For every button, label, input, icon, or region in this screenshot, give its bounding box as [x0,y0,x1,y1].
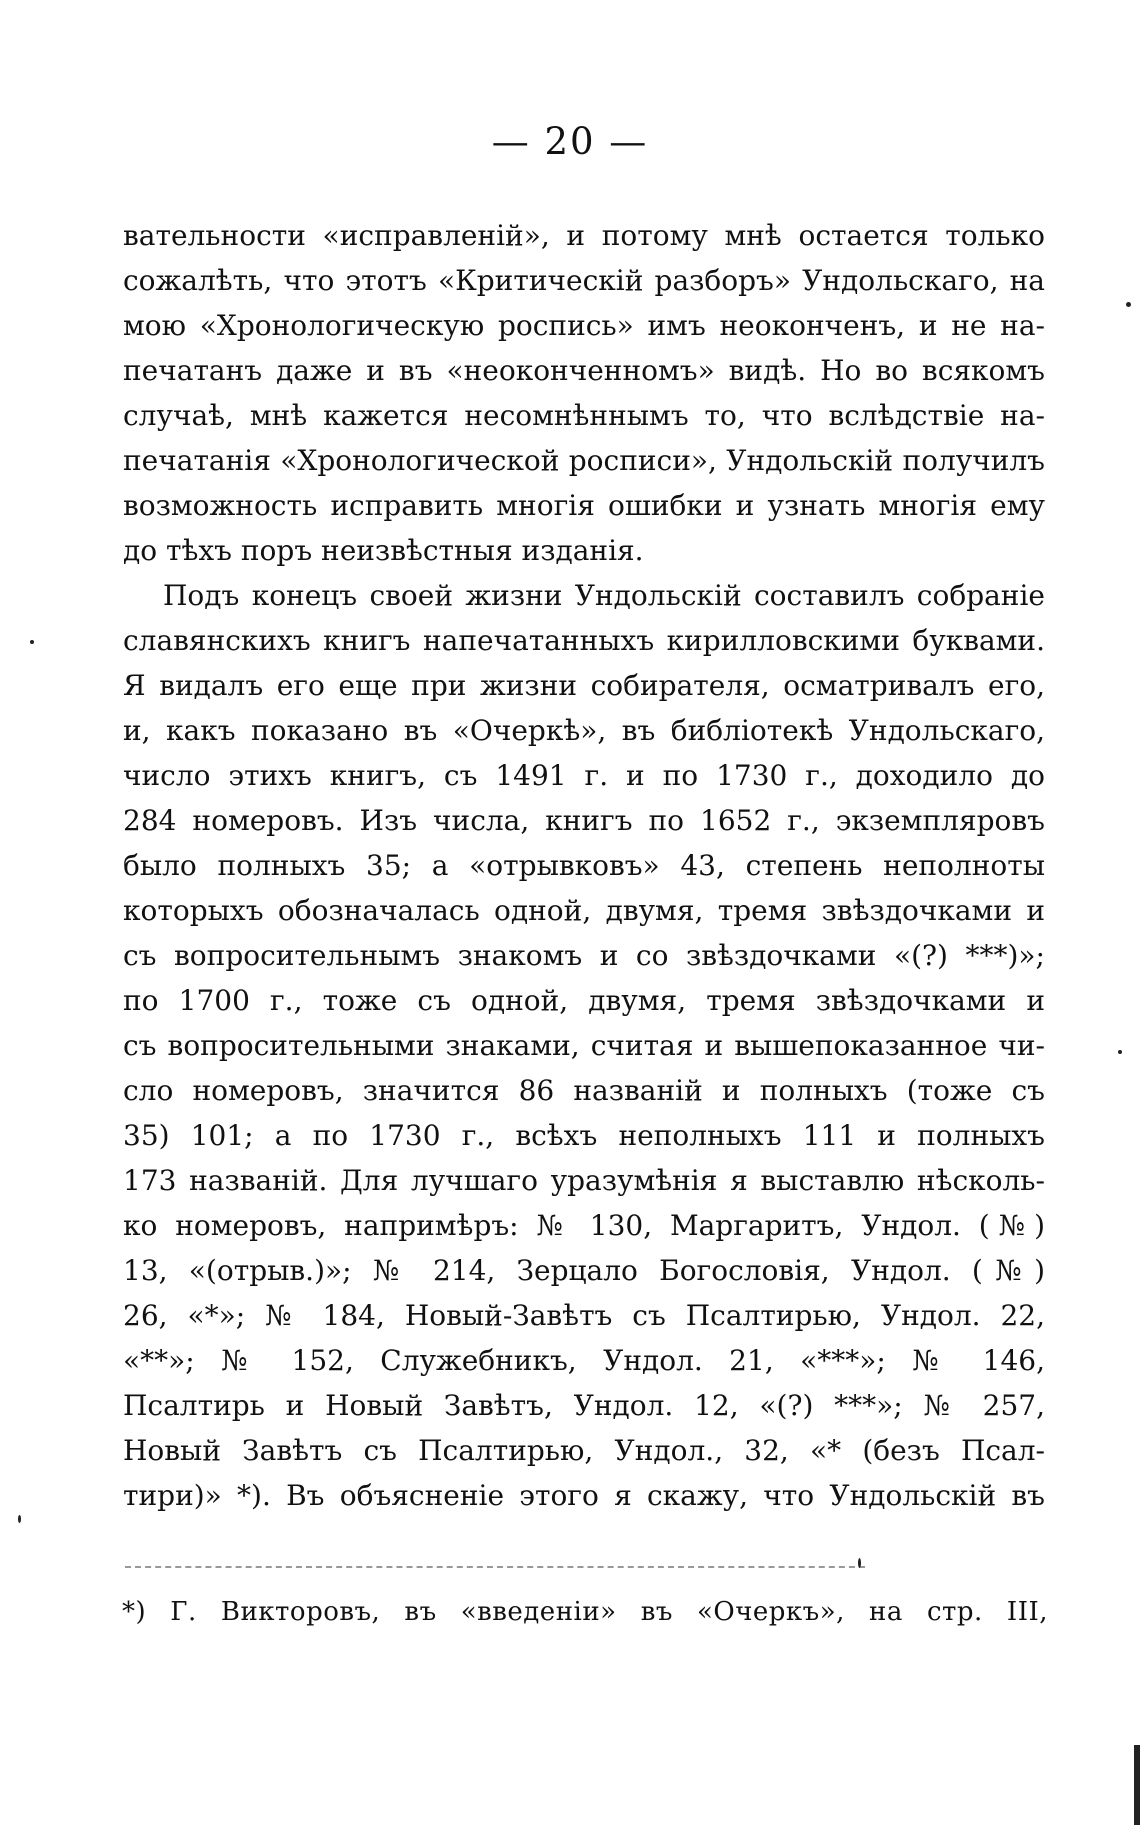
ink-speck [18,1515,21,1523]
text-line: вательности «исправленій», и потому мнѣ остается только [123,219,1045,252]
text-line: Псалтирь и Новый Завѣтъ, Ундол. 12, «(?) ***»; № 257, [123,1389,1045,1422]
text-line: по 1700 г., тоже съ одной, двумя, тремя звѣздочками и [123,984,1045,1017]
text-line: тири)» *). Въ объясненіе этого я скажу, что Ундольскій въ [123,1479,1045,1512]
text-line: 173 названій. Для лучшаго уразумѣнія я выставлю нѣсколь- [123,1164,1045,1197]
paragraph-2 [123,573,1045,1518]
ink-speck [30,640,34,644]
paragraph-1 [123,213,1045,573]
text-line: случаѣ, мнѣ кажется несомнѣннымъ то, что вслѣдствіе на- [123,399,1045,432]
text-line: сожалѣть, что этотъ «Критическій разборъ» Ундольскаго, на [123,264,1045,297]
text-line: печатанъ даже и въ «неоконченномъ» видѣ. Но во всякомъ [123,354,1045,387]
text-line: число этихъ книгъ, съ 1491 г. и по 1730 г., доходило до [123,759,1045,792]
text-line: 35) 101; а по 1730 г., всѣхъ неполныхъ 111 и полныхъ [123,1119,1045,1152]
ink-speck [1126,302,1131,307]
text-line: «**»; № 152, Служебникъ, Ундол. 21, «***»; № 146, [123,1344,1045,1377]
text-line: Я видалъ его еще при жизни собирателя, осматривалъ его, [123,669,1045,702]
text-line: ко номеровъ, напримѣръ: № 130, Маргаритъ, Ундол. (№) [123,1209,1045,1242]
page-edge-mark [1134,1745,1140,1825]
text-line: сло номеровъ, значится 86 названій и полныхъ (тоже съ [123,1074,1045,1107]
text-line: Новый Завѣтъ съ Псалтирью, Ундол., 32, «* (безъ Псал- [123,1434,1045,1467]
text-line: до тѣхъ поръ неизвѣстныя изданія. [123,534,644,567]
page-number: — 20 — [491,120,649,163]
ink-speck [858,1558,861,1568]
ink-speck [1118,1050,1122,1054]
text-line: которыхъ обозначалась одной, двумя, тремя звѣздочками и [123,894,1045,927]
text-line: 26, «*»; № 184, Новый-Завѣтъ съ Псалтирью, Ундол. 22, [123,1299,1045,1332]
text-line: съ вопросительнымъ знакомъ и со звѣздочками «(?) ***)»; [123,939,1045,972]
text-line: было полныхъ 35; а «отрывковъ» 43, степень неполноты [123,849,1045,882]
text-line: и, какъ показано въ «Очеркѣ», въ библіотекѣ Ундольскаго, [123,714,1045,747]
text-line: мою «Хронологическую роспись» имъ неоконченъ, и не на- [123,309,1045,342]
text-line: 13, «(отрыв.)»; № 214, Зерцало Богословія, Ундол. (№) [123,1254,1045,1287]
text-line: 284 номеровъ. Изъ числа, книгъ по 1652 г., экземпляровъ [123,804,1045,837]
text-line: съ вопросительными знаками, считая и вышепоказанное чи- [123,1029,1045,1062]
text-line: Подъ конецъ своей жизни Ундольскій составилъ собраніе [163,579,1045,612]
footnote: *) Г. Викторовъ, въ «введеніи» въ «Очеркъ», на стр. III, [122,1597,1048,1627]
text-line: славянскихъ книгъ напечатанныхъ кирилловскими буквами. [123,624,1045,657]
text-line: печатанія «Хронологической росписи», Ундольскій получилъ [123,444,1045,477]
body-text [123,213,1045,1518]
footnote-separator [125,1566,865,1568]
text-line: возможность исправить многія ошибки и узнать многія ему [123,489,1045,522]
